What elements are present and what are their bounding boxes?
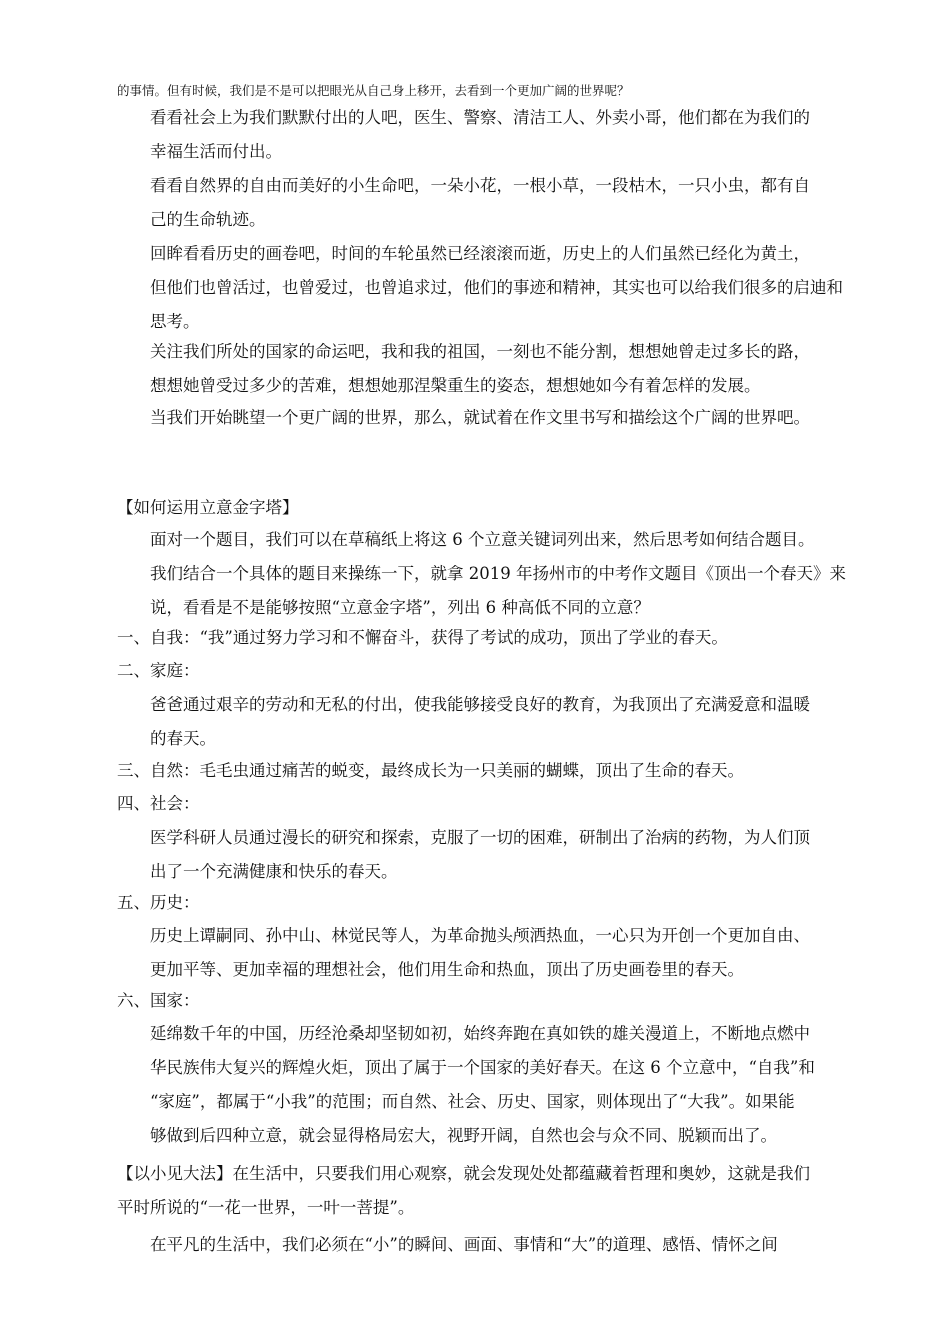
- text-line: “家庭”，都属于“小我”的范围；而自然、社会、历史、国家，则体现出了“大我”。如果能: [150, 1092, 795, 1111]
- text-line: 六、国家：: [117, 991, 200, 1010]
- text-line: 己的生命轨迹。: [150, 210, 266, 229]
- text-line: 当我们开始眺望一个更广阔的世界，那么，就试着在作文里书写和描绘这个广阔的世界吧。: [150, 408, 810, 427]
- text-line: 华民族伟大复兴的辉煌火炬，顶出了属于一个国家的美好春天。在这 6 个立意中，“自我”和: [150, 1058, 815, 1077]
- text-line: 回眸看看历史的画卷吧，时间的车轮虽然已经滚滚而逝，历史上的人们虽然已经化为黄土，: [150, 244, 810, 263]
- paragraph-last: [117, 1228, 839, 1262]
- text-line: 看看自然界的自由而美好的小生命吧，一朵小花，一根小草，一段枯木，一只小虫，都有自: [150, 176, 810, 195]
- text-line: 我们结合一个具体的题目来操练一下，就拿 2019 年扬州市的中考作文题目《顶出一个春天》来: [150, 564, 846, 583]
- list-item-country-body: [117, 1017, 839, 1153]
- text-line: 【以小见大法】在生活中，只要我们用心观察，就会发现处处都蕴藏着哲理和奥妙，这就是我们: [117, 1164, 810, 1183]
- list-item-family-body: [117, 688, 839, 756]
- text-line: 出了一个充满健康和快乐的春天。: [150, 862, 398, 881]
- paragraph-history: [117, 237, 843, 339]
- text-line: 四、社会：: [117, 794, 200, 813]
- intro-line: 的事情。但有时候，我们是不是可以把眼光从自己身上移开，去看到一个更加广阔的世界呢？: [117, 83, 630, 98]
- list-item-country-label: [117, 984, 839, 1018]
- text-line: 爸爸通过艰辛的劳动和无私的付出，使我能够接受良好的教育，为我顶出了充满爱意和温暖: [150, 695, 810, 714]
- list-item-history-body: [117, 919, 839, 987]
- paragraph-conclusion: [117, 401, 839, 435]
- text-line: 五、历史：: [117, 893, 200, 912]
- text-line: 历史上谭嗣同、孙中山、林觉民等人，为革命抛头颅洒热血，一心只为开创一个更加自由、: [150, 926, 810, 945]
- list-item-society-label: [117, 787, 839, 821]
- text-line: 幸福生活而付出。: [150, 142, 282, 161]
- text-line: 医学科研人员通过漫长的研究和探索，克服了一切的困难，研制出了治病的药物，为人们顶: [150, 828, 810, 847]
- heading-pyramid: [117, 491, 839, 525]
- list-item-family-label: [117, 654, 839, 688]
- text-line: 面对一个题目，我们可以在草稿纸上将这 6 个立意关键词列出来，然后思考如何结合题目。: [150, 530, 815, 549]
- text-line: 更加平等、更加幸福的理想社会，他们用生命和热血，顶出了历史画卷里的春天。: [150, 960, 744, 979]
- text-line: 思考。: [150, 312, 200, 331]
- list-item-society-body: [117, 821, 839, 889]
- text-line: 的春天。: [150, 729, 216, 748]
- text-line: 在平凡的生活中，我们必须在“小”的瞬间、画面、事情和“大”的道理、感悟、情怀之间: [150, 1235, 778, 1254]
- text-line: 一、自我：“我”通过努力学习和不懈奋斗，获得了考试的成功，顶出了学业的春天。: [117, 628, 728, 647]
- list-item-self: [117, 621, 839, 655]
- section-heading: 【如何运用立意金字塔】: [117, 498, 299, 517]
- text-line: 三、自然：毛毛虫通过痛苦的蜕变，最终成长为一只美丽的蝴蝶，顶出了生命的春天。: [117, 761, 744, 780]
- text-line: 够做到后四种立意，就会显得格局宏大，视野开阔，自然也会与众不同、脱颖而出了。: [150, 1126, 777, 1145]
- text-line: 平时所说的“一花一世界，一叶一菩提”。: [117, 1198, 415, 1217]
- text-line: 延绵数千年的中国，历经沧桑却坚韧如初，始终奔跑在真如铁的雄关漫道上，不断地点燃中: [150, 1024, 810, 1043]
- list-item-history-label: [117, 886, 839, 920]
- text-line: 想想她曾受过多少的苦难，想想她那涅槃重生的姿态，想想她如今有着怎样的发展。: [150, 376, 761, 395]
- text-line: 关注我们所处的国家的命运吧，我和我的祖国，一刻也不能分割，想想她曾走过多长的路，: [150, 342, 810, 361]
- paragraph-nature: [117, 169, 839, 237]
- paragraph-small-big: [117, 1157, 839, 1225]
- text-line: 看看社会上为我们默默付出的人吧，医生、警察、清洁工人、外卖小哥，他们都在为我们的: [150, 108, 810, 127]
- text-line: 说，看看是不是能够按照“立意金字塔”，列出 6 种高低不同的立意？: [150, 598, 650, 617]
- paragraph-society: [117, 101, 839, 169]
- paragraph-pyramid-intro: [117, 523, 846, 625]
- text-line: 二、家庭：: [117, 661, 200, 680]
- list-item-nature: [117, 754, 839, 788]
- paragraph-country: [117, 335, 839, 403]
- text-line: 但他们也曾活过，也曾爱过，也曾追求过，他们的事迹和精神，其实也可以给我们很多的启迪和: [150, 278, 843, 297]
